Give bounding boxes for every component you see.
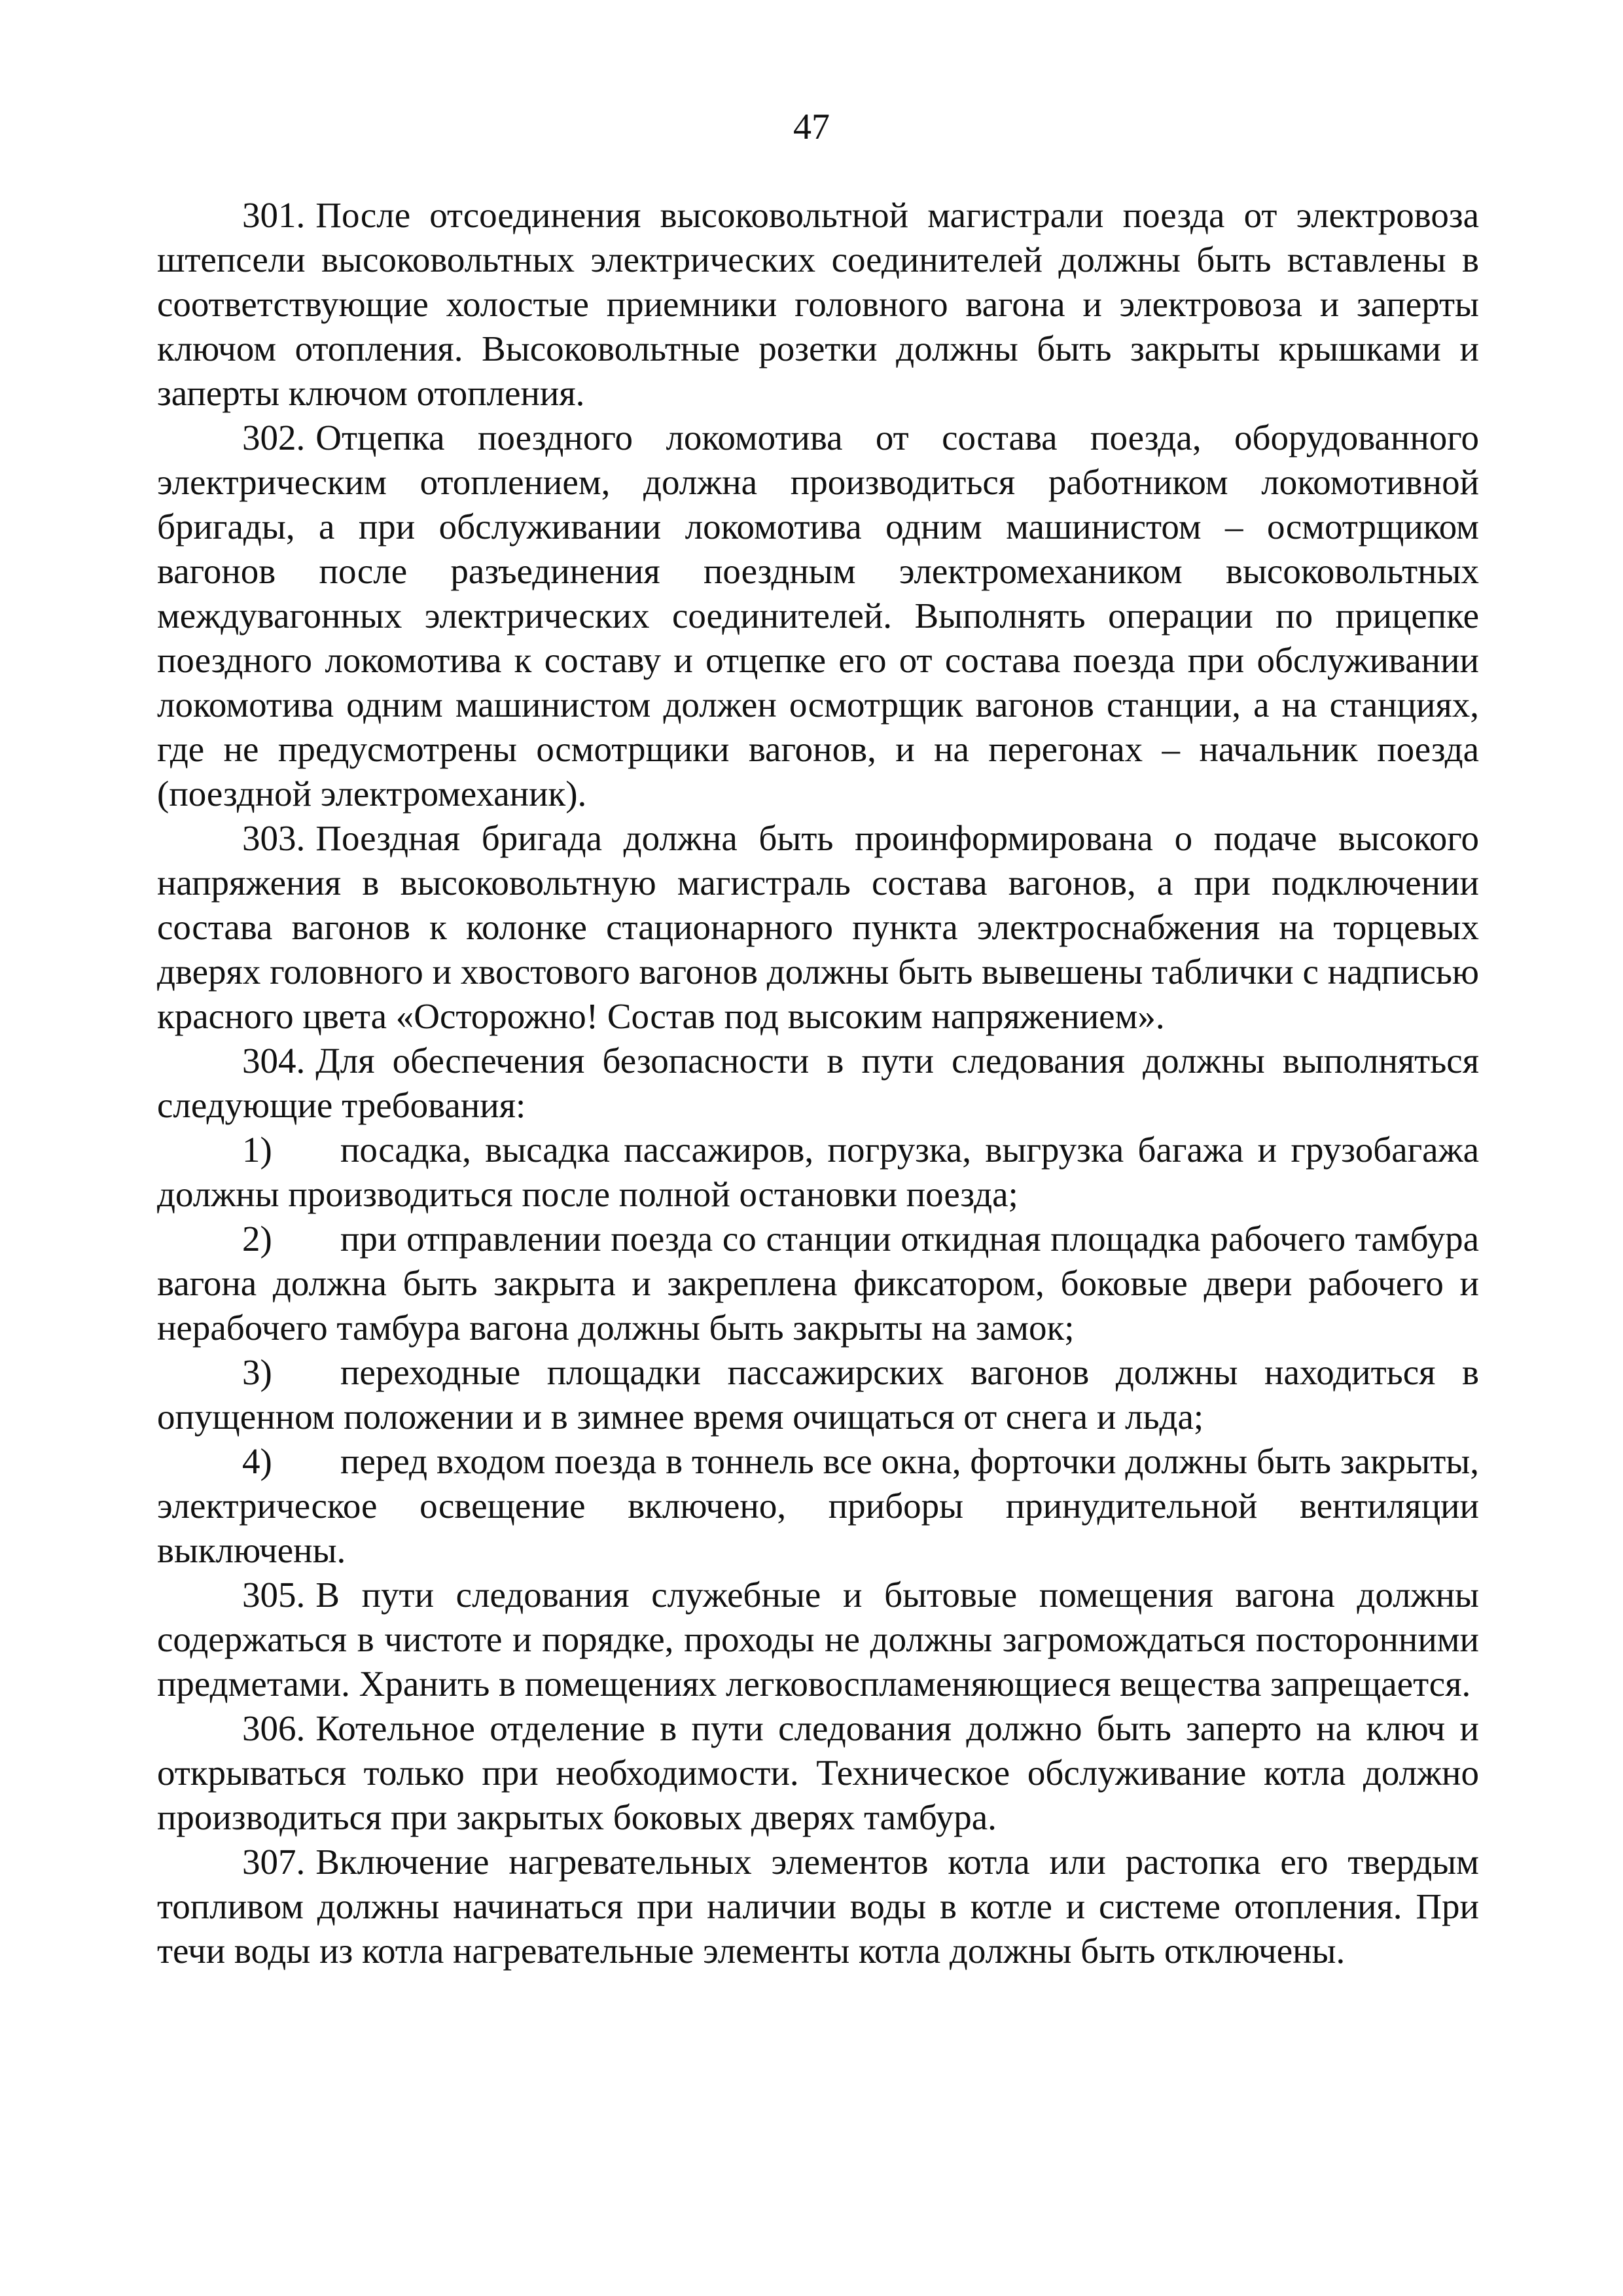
paragraph-text: Поездная бригада должна быть проинформирована о подаче высокого напряжения в высоковольтную магистраль состава вагонов, а при подключении состава вагонов к колонке стационарного пункта электроснабжения на торцевых дверях головного и хвостового вагонов должны быть вывешены таблички с надписью красного цвета «Осторожно! Состав под высоким напряжением». — [157, 818, 1479, 1036]
paragraph-number: 306. — [242, 1708, 306, 1748]
paragraph-number: 304. — [242, 1041, 306, 1081]
list-item-number: 1) — [242, 1130, 272, 1170]
paragraph-number: 302. — [242, 418, 306, 457]
list-item-text: при отправлении поезда со станции откидная площадка рабочего тамбура вагона должна быть закрыта и закреплена фиксатором, боковые двери рабочего и нерабочего тамбура вагона должны быть закрыты на замок; — [157, 1219, 1479, 1348]
paragraph-305 — [157, 1573, 1479, 1706]
paragraph-number: 307. — [242, 1842, 306, 1882]
paragraph-text: Котельное отделение в пути следования должно быть заперто на ключ и открываться только при необходимости. Техническое обслуживание котла должно производиться при закрытых боковых дверях тамбура. — [157, 1708, 1479, 1837]
paragraph-307 — [157, 1840, 1479, 1973]
paragraph-302 — [157, 416, 1479, 816]
paragraph-text: В пути следования служебные и бытовые помещения вагона должны содержаться в чистоте и порядке, проходы не должны загромождаться посторонними предметами. Хранить в помещениях легковоспламеняющиеся вещества запрещается. — [157, 1575, 1479, 1704]
list-item-number: 2) — [242, 1219, 272, 1259]
page-number: 47 — [793, 107, 830, 147]
list-item-2 — [157, 1217, 1479, 1350]
paragraph-301 — [157, 193, 1479, 416]
list-item-1 — [157, 1128, 1479, 1217]
paragraph-text: Для обеспечения безопасности в пути следования должны выполняться следующие требования: — [157, 1041, 1479, 1125]
list-item-3 — [157, 1350, 1479, 1439]
paragraph-304 — [157, 1039, 1479, 1128]
paragraph-303 — [157, 816, 1479, 1039]
list-item-text: посадка, высадка пассажиров, погрузка, выгрузка багажа и грузобагажа должны производиться после полной остановки поезда; — [157, 1130, 1479, 1214]
list-item-number: 4) — [242, 1441, 272, 1481]
paragraph-306 — [157, 1706, 1479, 1840]
list-item-text: переходные площадки пассажирских вагонов должны находиться в опущенном положении и в зимнее время очищаться от снега и льда; — [157, 1352, 1479, 1437]
paragraph-text: Включение нагревательных элементов котла или растопка его твердым топливом должны начинаться при наличии воды в котле и системе отопления. При течи воды из котла нагревательные элементы котла должны быть отключены. — [157, 1842, 1479, 1971]
list-item-number: 3) — [242, 1352, 272, 1392]
document-body — [157, 193, 1479, 1973]
paragraph-number: 303. — [242, 818, 306, 858]
list-item-text: перед входом поезда в тоннель все окна, форточки должны быть закрыты, электрическое освещение включено, приборы принудительной вентиляции выключены. — [157, 1441, 1479, 1570]
paragraph-number: 301. — [242, 195, 306, 235]
paragraph-text: Отцепка поездного локомотива от состава поезда, оборудованного электрическим отоплением, должна производиться работником локомотивной бригады, а при обслуживании локомотива одним машинистом – осмотрщиком вагонов после разъединения поездным электромехаником высоковольтных междувагонных электрических соединителей. Выполнять операции по прицепке поездного локомотива к составу и отцепке его от состава поезда при обслуживании локомотива одним машинистом должен осмотрщик вагонов станции, а на станциях, где не предусмотрены осмотрщики вагонов, и на перегонах – начальник поезда (поездной электромеханик). — [157, 418, 1479, 814]
paragraph-text: После отсоединения высоковольтной магистрали поезда от электровоза штепсели высоковольтных электрических соединителей должны быть вставлены в соответствующие холостые приемники головного вагона и электровоза и заперты ключом отопления. Высоковольтные розетки должны быть закрыты крышками и заперты ключом отопления. — [157, 195, 1479, 413]
list-item-4 — [157, 1439, 1479, 1573]
paragraph-number: 305. — [242, 1575, 306, 1615]
